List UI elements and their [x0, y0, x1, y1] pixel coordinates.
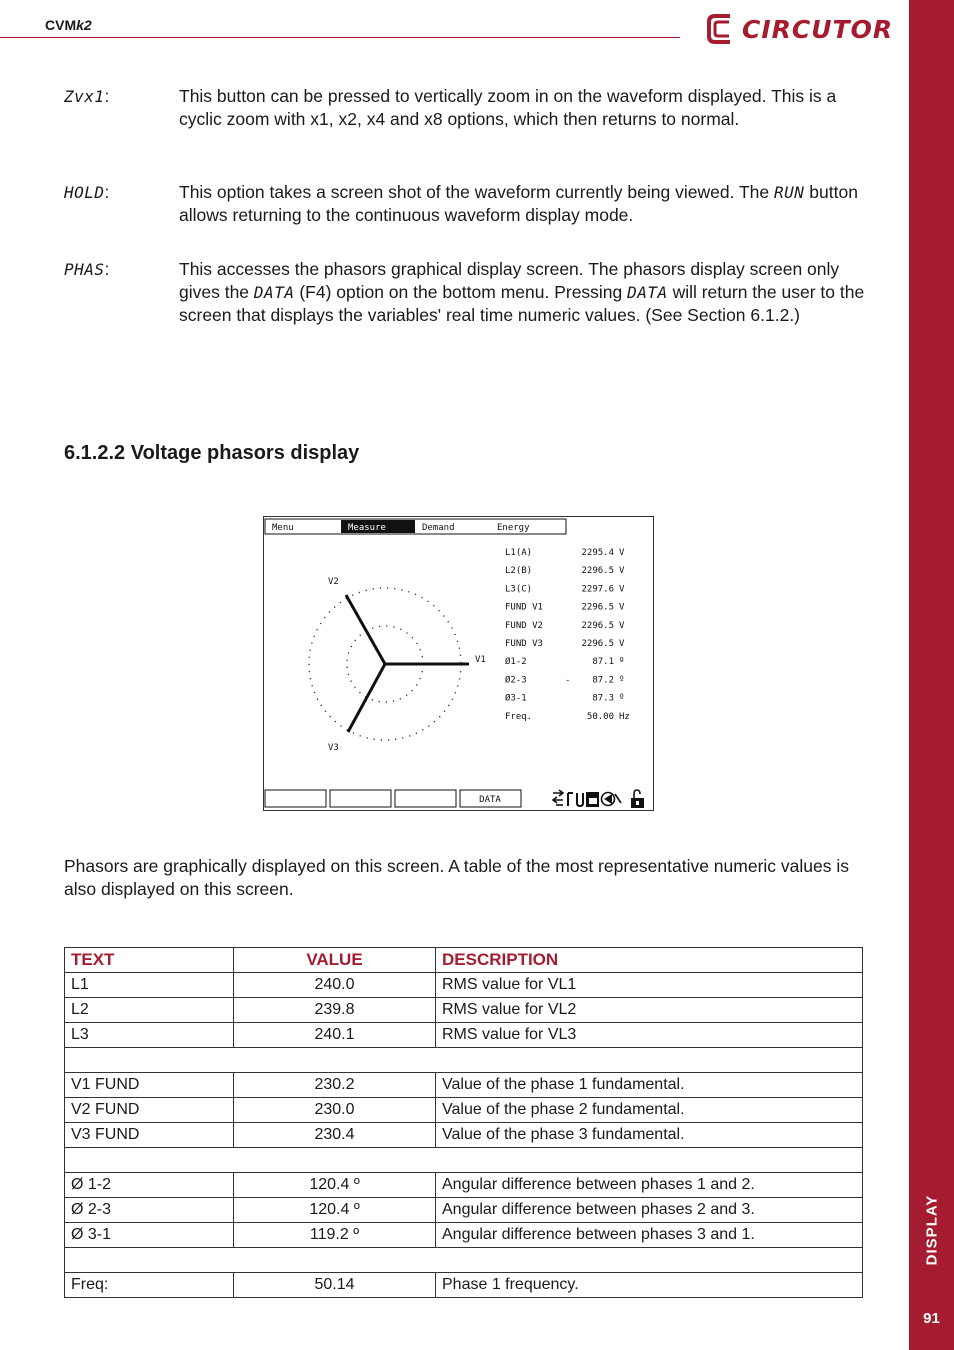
reading-unit: V [619, 639, 625, 649]
menu-item-menu[interactable]: Menu [272, 523, 294, 533]
status-icons [553, 790, 644, 808]
section-tab-label: DISPLAY [923, 1194, 940, 1266]
menu-item-demand[interactable]: Demand [422, 523, 455, 533]
definition-hold-text: This option takes a screen shot of the waveform currently being viewed. The RUN button allows returning to the continuous waveform display mode. [179, 182, 858, 225]
table-row: V2 FUND 230.0 Value of the phase 2 fundamental. [65, 1098, 863, 1123]
reading-value: 50.00 [586, 711, 614, 722]
phasor-v3 [348, 664, 385, 732]
reading-unit: º [619, 657, 625, 668]
reading-label: FUND V3 [505, 639, 543, 649]
reading-label: Ø1-2 [505, 657, 527, 668]
table-row: Freq: 50.14 Phase 1 frequency. [65, 1273, 863, 1298]
table-row: Ø 2-3 120.4 º Angular difference between phases 2 and 3. [65, 1198, 863, 1223]
softkey-f3[interactable] [395, 790, 456, 807]
reading-value: 87.1 [592, 657, 614, 668]
table-header-text: TEXT [65, 948, 234, 973]
table-row: V1 FUND 230.2 Value of the phase 1 fundamental. [65, 1073, 863, 1098]
values-table [64, 947, 863, 1298]
softkey-data-label: DATA [479, 795, 501, 805]
readings-list [505, 548, 630, 722]
reading-value: 2296.5 [581, 566, 614, 577]
voltage-icon [568, 793, 583, 806]
softkey-f2[interactable] [330, 790, 391, 807]
phasor-screen [264, 517, 653, 810]
table-row: Ø 1-2 120.4 º Angular difference between phases 1 and 2. [65, 1173, 863, 1198]
reading-label: Ø2-3 [505, 675, 527, 686]
reading-unit: V [619, 602, 625, 613]
table-header-row [65, 948, 863, 973]
circutor-logo-icon [706, 13, 736, 45]
reading-label: FUND V2 [505, 620, 543, 631]
header-rule [0, 37, 680, 38]
table-row: V3 FUND 230.4 Value of the phase 3 fundamental. [65, 1123, 863, 1148]
phasor-diagram [309, 577, 486, 753]
table-spacer-row [65, 1248, 863, 1273]
menu-item-energy[interactable]: Energy [497, 523, 530, 533]
table-row: L2 239.8 RMS value for VL2 [65, 998, 863, 1023]
page-number: 91 [923, 1310, 940, 1327]
reading-value: 87.2 [592, 675, 614, 686]
table-row: L3 240.1 RMS value for VL3 [65, 1023, 863, 1048]
phasor-label-v2: V2 [328, 577, 339, 587]
arrows-icon [553, 790, 563, 805]
term-zoom: Zvx1 [64, 87, 105, 106]
screen-menu-bar [265, 519, 566, 534]
reading-label: FUND V1 [505, 602, 543, 613]
table-spacer-row [65, 1048, 863, 1073]
reading-unit: V [619, 620, 625, 631]
reading-unit: V [619, 566, 625, 577]
menu-item-measure[interactable]: Measure [348, 523, 386, 533]
table-row: Ø 3-1 119.2 º Angular difference between phases 3 and 1. [65, 1223, 863, 1248]
reading-unit: V [619, 548, 625, 558]
reading-unit: º [619, 693, 625, 704]
brand-logo: CIRCUTOR [706, 12, 893, 46]
term-phas: PHAS [64, 260, 105, 279]
device-screen [263, 516, 654, 811]
reading-label: Ø3-1 [505, 693, 527, 704]
inline-term-data: DATA [253, 283, 295, 302]
phasor-v2 [346, 595, 385, 664]
lock-icon [631, 790, 644, 808]
definition-phas-text: This accesses the phasors graphical display screen. The phasors display screen only gives the DATA (F4) option on the bottom menu. Pressing DATA will return the user to the screen that displays the variables' real time numeric values. (See Section 6.1.2.) [179, 259, 865, 325]
table-spacer-row [65, 1148, 863, 1173]
document-model: CVMk2 [45, 17, 92, 33]
card-icon [586, 792, 599, 807]
reading-unit: º [619, 675, 625, 686]
table-header-value: VALUE [234, 948, 436, 973]
meter-icon [602, 793, 622, 806]
inline-term-run: RUN [774, 183, 805, 202]
inline-term-data: DATA [627, 283, 668, 302]
reading-value: 2296.5 [581, 620, 614, 631]
description-paragraph: Phasors are graphically displayed on this screen. A table of the most representative numeric values is also displayed on this screen. [64, 856, 849, 899]
reading-value: 2296.5 [581, 602, 614, 613]
softkey-f1[interactable] [265, 790, 326, 807]
reading-label: L3(C) [505, 584, 533, 595]
reading-unit: V [619, 584, 625, 595]
reading-label: Freq. [505, 711, 533, 722]
term-hold: HOLD [64, 183, 105, 202]
reading-label: L1(A) [505, 548, 533, 558]
reading-sign: - [565, 675, 571, 686]
reading-value: 87.3 [592, 693, 614, 704]
phasor-label-v3: V3 [328, 743, 339, 753]
reading-value: 2295.4 [581, 548, 614, 558]
reading-unit: Hz [619, 711, 630, 722]
section-title: 6.1.2.2 Voltage phasors display [64, 442, 360, 464]
side-tab [909, 0, 954, 1350]
table-header-description: DESCRIPTION [436, 948, 863, 973]
definition-zoom-text: This button can be pressed to vertically zoom in on the waveform displayed. This is a cyclic zoom with x1, x2, x4 and x8 options, which then returns to normal. [179, 86, 837, 129]
table-row: L1 240.0 RMS value for VL1 [65, 973, 863, 998]
reading-label: L2(B) [505, 566, 533, 577]
reading-value: 2296.5 [581, 639, 614, 649]
phasor-label-v1: V1 [475, 655, 486, 665]
softkey-bar [265, 790, 521, 807]
reading-value: 2297.6 [581, 584, 614, 595]
